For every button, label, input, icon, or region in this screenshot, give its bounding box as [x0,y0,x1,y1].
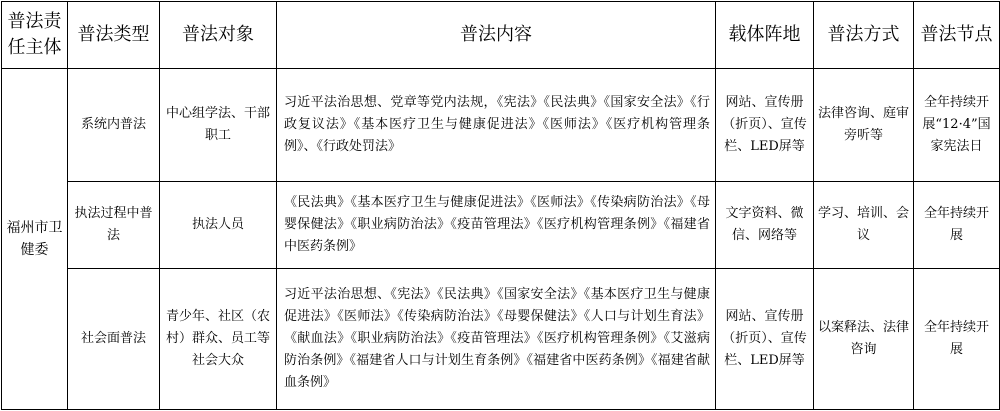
owner-cell: 福州市卫健委 [2,69,68,410]
carrier-cell: 网站、宣传册（折页）、宣传栏、LED屏等 [716,69,814,182]
type-cell: 系统内普法 [68,69,160,182]
content-cell: 习近平法治思想、《宪法》《民法典》《国家安全法》《基本医疗卫生与健康促进法》《医师法》《传染病防治法》《母婴保健法》《人口与计划生育法》《献血法》《职业病防治法》《疫苗管理法》《医疗机构管理条例》《艾滋病防治条例》《福建省人口与计划生育条例》《福建省中医药条例》《福建省献血条例》 [277,269,716,410]
content-cell: 习近平法治思想、党章等党内法规，《宪法》《民法典》《国家安全法》《行政复议法》《基本医疗卫生与健康促进法》《医师法》《医疗机构管理条例》、《行政处罚法》 [277,69,716,182]
table-row [2,269,1000,410]
header-node: 普法节点 [914,2,1000,69]
law-education-plan-table [1,1,1000,410]
node-cell: 全年持续开展 [914,182,1000,269]
target-cell: 执法人员 [160,182,277,269]
header-owner: 普法责任主体 [2,2,68,69]
header-target: 普法对象 [160,2,277,69]
table-row [2,182,1000,269]
target-cell: 中心组学法、干部职工 [160,69,277,182]
method-cell: 以案释法、法律咨询 [814,269,914,410]
content-cell: 《民法典》《基本医疗卫生与健康促进法》《医师法》《传染病防治法》《母婴保健法》《职业病防治法》《疫苗管理法》《医疗机构管理条例》《福建省中医药条例》 [277,182,716,269]
type-cell: 社会面普法 [68,269,160,410]
type-cell: 执法过程中普法 [68,182,160,269]
target-cell: 青少年、社区（农村）群众、员工等社会大众 [160,269,277,410]
node-cell: 全年持续开展“12·4”国家宪法日 [914,69,1000,182]
header-method: 普法方式 [814,2,914,69]
table-row [2,69,1000,182]
header-type: 普法类型 [68,2,160,69]
method-cell: 学习、培训、会议 [814,182,914,269]
header-carrier: 载体阵地 [716,2,814,69]
method-cell: 法律咨询、庭审旁听等 [814,69,914,182]
header-content: 普法内容 [277,2,716,69]
header-row [2,2,1000,69]
carrier-cell: 网站、宣传册（折页）、宣传栏、LED屏等 [716,269,814,410]
node-cell: 全年持续开展 [914,269,1000,410]
carrier-cell: 文字资料、微信、网络等 [716,182,814,269]
